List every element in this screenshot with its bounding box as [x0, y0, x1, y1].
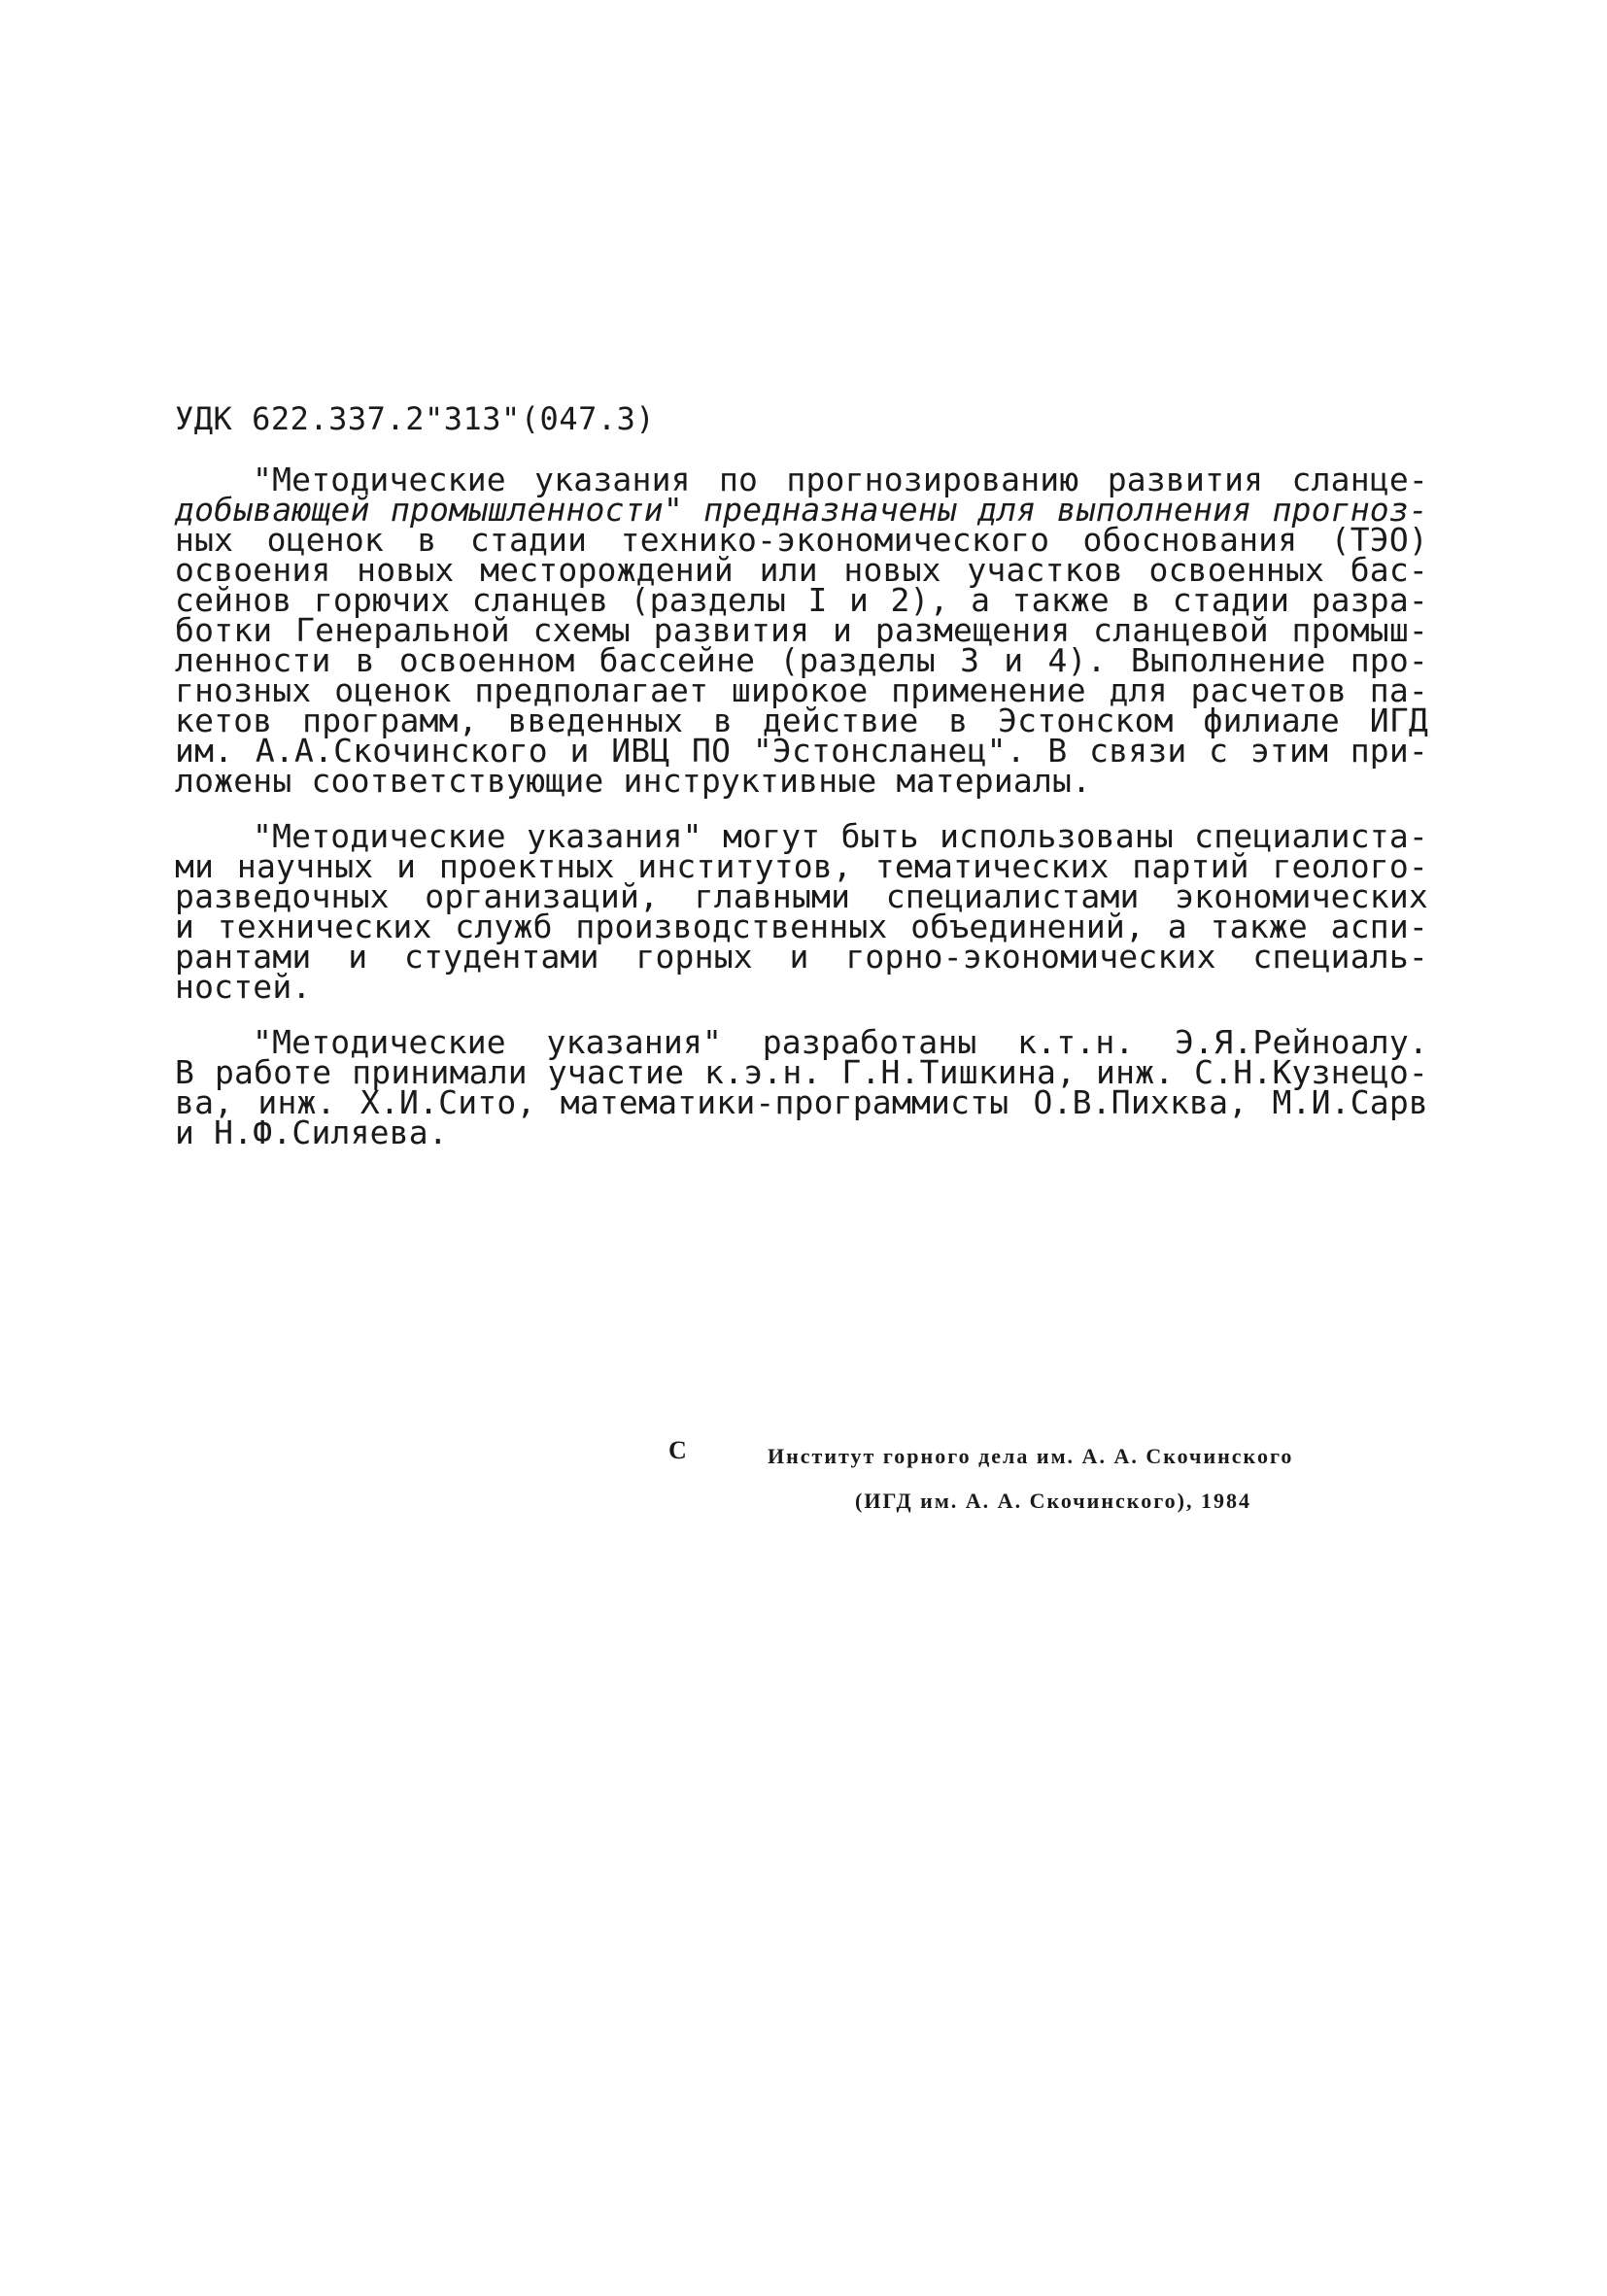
text-line: ложены соответствующие инструктивные материалы. — [175, 762, 1092, 800]
text-line: добывающей промышленности" предназначены для выполнения прогноз- — [175, 491, 1428, 529]
body-text — [175, 461, 1428, 1173]
text-line: гнозных оценок предполагает широкое применение для расчетов па- — [175, 671, 1428, 709]
text-line: и Н.Ф.Силяева. — [175, 1114, 448, 1151]
copyright-line-year: (ИГД им. А. А. Скочинского), 1984 — [855, 1489, 1251, 1513]
text-line: ми научных и проектных институтов, тематических партий геолого- — [175, 847, 1428, 885]
text-line: рантами и студентами горных и горно-экономических специаль- — [175, 938, 1428, 976]
text-line: ных оценок в стадии технико-экономического обоснования (ТЭО) — [175, 521, 1428, 559]
text-line: ботки Генеральной схемы развития и размещения сланцевой промыш- — [175, 611, 1428, 649]
text-line: ностей. — [175, 968, 312, 1006]
text-line: "Методические указания по прогнозированию развития сланце- — [253, 461, 1428, 498]
text-line: освоения новых месторождений или новых участков освоенных бас- — [175, 551, 1428, 589]
text-line: им. А.А.Скочинского и ИВЦ ПО "Эстонсланец". В связи с этим при- — [175, 732, 1428, 770]
text-line: "Методические указания" могут быть использованы специалиста- — [253, 817, 1428, 855]
text-line: В работе принимали участие к.э.н. Г.Н.Тишкина, инж. С.Н.Кузнецо- — [175, 1053, 1428, 1091]
text-line: разведочных организаций, главными специалистами экономических — [175, 877, 1428, 915]
text-line: сейнов горючих сланцев (разделы I и 2), а также в стадии разра- — [175, 581, 1428, 619]
paragraph-authors — [175, 1023, 1428, 1151]
paragraph-audience — [175, 817, 1428, 1006]
copyright-notice — [768, 1434, 1293, 1524]
udk-code: УДК 622.337.2"313"(047.3) — [175, 400, 656, 437]
text-line: и технических служб производственных объединений, а также аспи- — [175, 908, 1428, 945]
text-line: ленности в освоенном бассейне (разделы 3 и 4). Выполнение про- — [175, 641, 1428, 679]
text-line: "Методические указания" разработаны к.т.н. Э.Я.Рейноалу. — [253, 1023, 1428, 1061]
paragraph-purpose — [175, 461, 1428, 800]
copyright-line-institute: Институт горного дела им. А. А. Скочинского — [768, 1444, 1294, 1468]
text-line: ва, инж. Х.И.Сито, математики-программисты О.В.Пихква, М.И.Сарв — [175, 1083, 1428, 1121]
copyright-symbol: C — [668, 1436, 687, 1464]
text-line: кетов программ, введенных в действие в Эстонском филиале ИГД — [175, 702, 1428, 739]
